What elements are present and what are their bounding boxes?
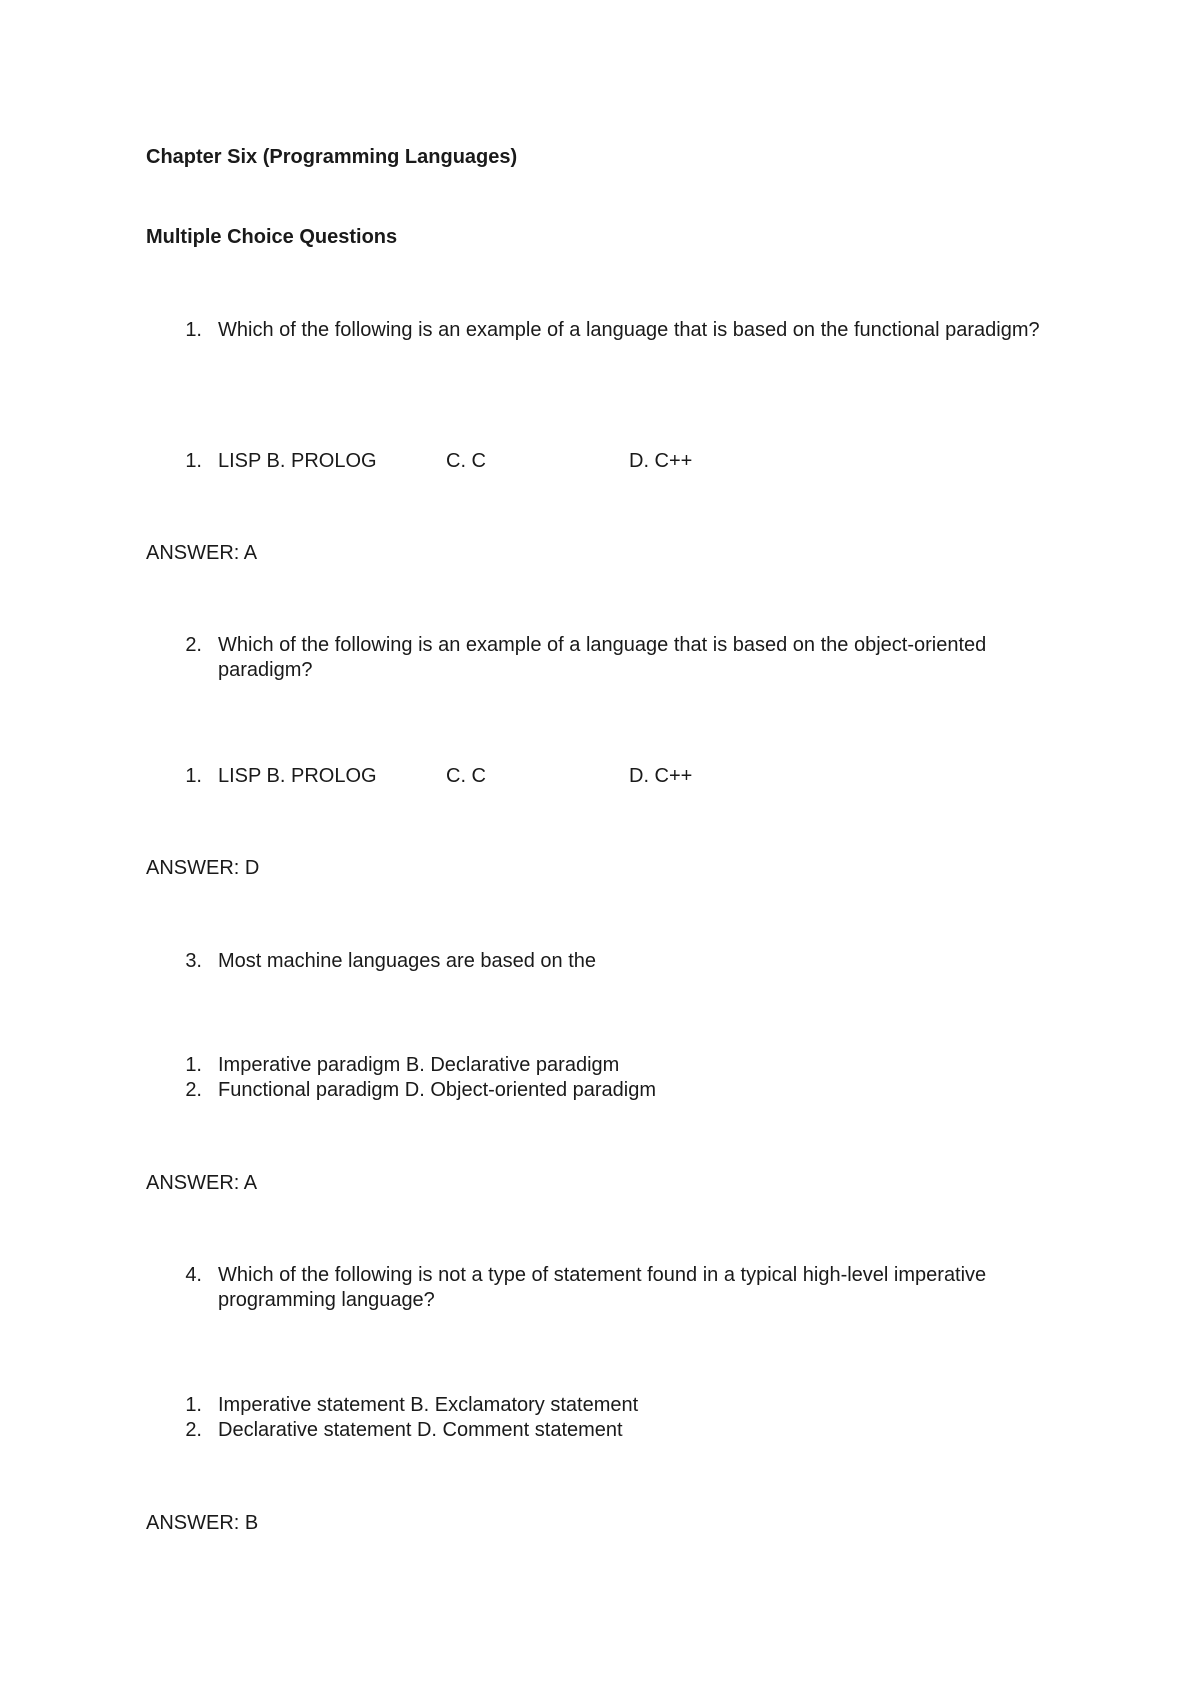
- option-d: D. C++: [629, 765, 693, 787]
- page-title: Chapter Six (Programming Languages): [146, 146, 518, 168]
- option-number: 1.: [185, 765, 202, 787]
- option-line: Declarative statement D. Comment statement: [218, 1419, 623, 1441]
- option-line: Imperative paradigm B. Declarative paradigm: [218, 1054, 620, 1076]
- option-a-b: LISP B. PROLOG: [218, 765, 377, 787]
- question-text: Which of the following is an example of a language that is based on the object-oriented paradigm?: [218, 634, 987, 681]
- question-number: 3.: [185, 950, 202, 972]
- option-a-b: LISP B. PROLOG: [218, 450, 377, 472]
- option-number: 2.: [185, 1419, 202, 1441]
- option-number: 1.: [185, 1394, 202, 1416]
- option-c: C. C: [446, 765, 486, 787]
- option-c: C. C: [446, 450, 486, 472]
- option-line: Functional paradigm D. Object-oriented paradigm: [218, 1079, 656, 1101]
- question-text: Most machine languages are based on the: [218, 950, 597, 972]
- answer-line: ANSWER: A: [146, 1172, 258, 1194]
- answer-line: ANSWER: B: [146, 1512, 259, 1534]
- question-number: 2.: [185, 634, 202, 656]
- answer-line: ANSWER: A: [146, 542, 258, 564]
- question-text: Which of the following is an example of a language that is based on the functional paradigm?: [218, 319, 1040, 341]
- option-line: Imperative statement B. Exclamatory statement: [218, 1394, 639, 1416]
- question-text: Which of the following is not a type of statement found in a typical high-level imperative programming language?: [218, 1264, 987, 1311]
- option-number: 2.: [185, 1079, 202, 1101]
- option-number: 1.: [185, 450, 202, 472]
- option-d: D. C++: [629, 450, 693, 472]
- question-number: 4.: [185, 1264, 202, 1286]
- option-number: 1.: [185, 1054, 202, 1076]
- section-heading: Multiple Choice Questions: [146, 226, 398, 248]
- answer-line: ANSWER: D: [146, 857, 260, 879]
- question-number: 1.: [185, 319, 202, 341]
